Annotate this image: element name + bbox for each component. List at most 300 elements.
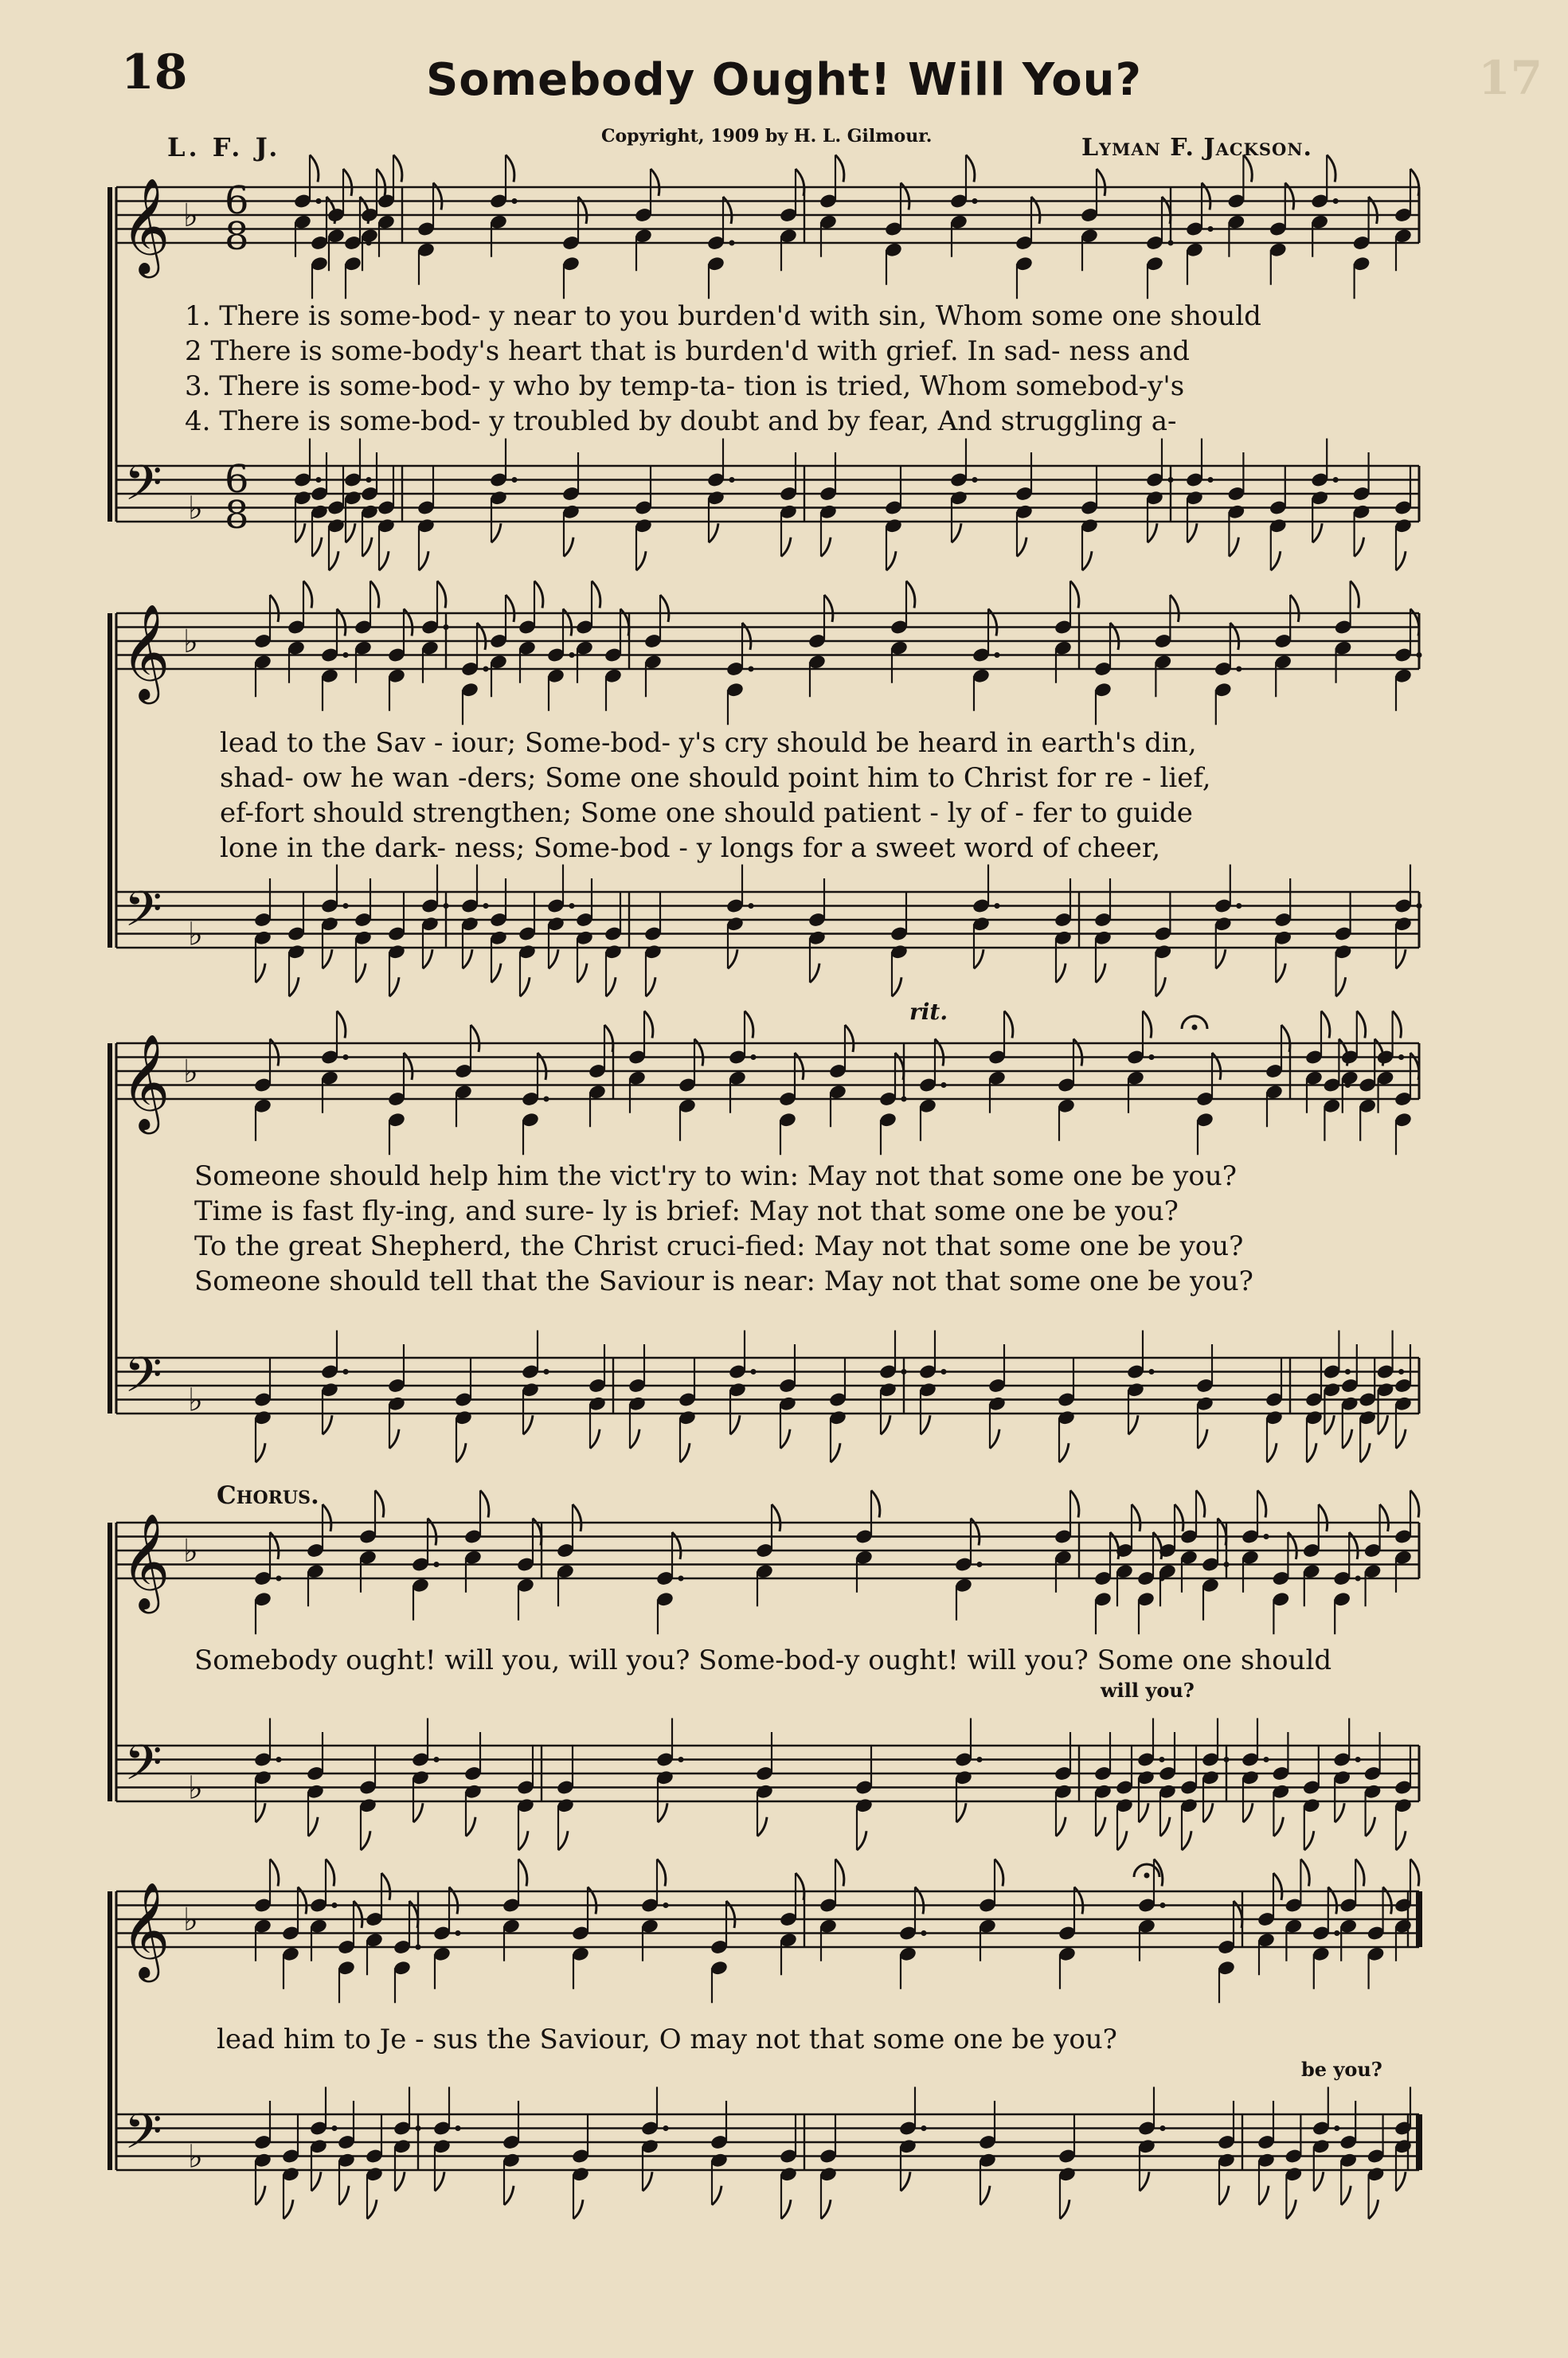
note-flag (1017, 538, 1026, 557)
note-flag (456, 1443, 466, 1462)
dot (366, 477, 372, 483)
note-flag (1059, 1443, 1069, 1462)
note-flag (463, 949, 472, 968)
note-flag (651, 169, 659, 196)
note-flag (1319, 1504, 1328, 1531)
note-flag (781, 2200, 791, 2219)
note-flag (1132, 1504, 1140, 1531)
dot (1264, 1534, 1269, 1539)
note-flag (256, 2186, 265, 2205)
note-flag (886, 551, 896, 570)
note-flag (1170, 595, 1179, 622)
note-flag (780, 1429, 790, 1449)
note-flag (518, 1859, 527, 1887)
note-flag (1271, 551, 1281, 570)
note-flag (377, 169, 385, 196)
bass-clef-icon: 𝄢 (124, 1347, 162, 1416)
dot (1345, 1369, 1351, 1375)
note-flag (1257, 1491, 1266, 1518)
note-flag (835, 155, 844, 182)
note-flag (1335, 1803, 1344, 1822)
flat-key-signature-icon: ♭ (188, 2138, 203, 2176)
note-flag (1128, 1415, 1138, 1434)
note-flag (606, 977, 616, 996)
note-flag (680, 1443, 690, 1462)
time-signature-denominator: 8 (225, 214, 249, 259)
note-flag (1304, 1831, 1314, 1850)
note-flag (1140, 2172, 1149, 2191)
hymn-title: Somebody Ought! Will You? (425, 54, 1143, 106)
note-flag (1096, 964, 1105, 983)
note-flag (491, 523, 501, 542)
note-flag (824, 595, 833, 622)
note-flag (356, 964, 366, 983)
note-flag (1004, 1011, 1013, 1038)
note-flag (395, 2172, 405, 2191)
note-flag (1336, 977, 1346, 996)
note-flag (1355, 1859, 1364, 1887)
treble-clef-icon: 𝄞 (121, 1512, 170, 1609)
note-flag (1060, 2200, 1069, 2219)
note-flag (1219, 2186, 1229, 2205)
lyric-s2-verse4: lone in the dark- ness; Some-bod - y longs for a sweet word of cheer, (220, 832, 1161, 864)
lyric-chorus-line2: lead him to Je - sus the Saviour, O may not that some one be you? (217, 2024, 1117, 2055)
note-flag (730, 1415, 740, 1434)
note-flag (549, 949, 558, 968)
time-signature-denominator: 8 (225, 493, 249, 538)
note-flag (1243, 1803, 1253, 1822)
note-flag (871, 1491, 880, 1518)
note-flag (1410, 1859, 1419, 1887)
dot (921, 1930, 927, 1936)
note-flag (952, 523, 961, 542)
bass-clef-icon: 𝄢 (124, 455, 162, 524)
treble-clef-icon: 𝄞 (121, 1033, 170, 1130)
dot (663, 2125, 669, 2131)
note-flag (1117, 1831, 1127, 1850)
dot (1334, 2125, 1339, 2131)
dot (1417, 1902, 1422, 1908)
note-flag (1327, 155, 1335, 182)
dot (1224, 1562, 1230, 1567)
note-flag (1056, 1817, 1066, 1836)
note-flag (437, 581, 446, 608)
note-flag (1143, 1011, 1152, 1038)
note-flag (323, 1415, 332, 1434)
echo-will-you: will you? (1101, 1679, 1195, 1702)
lyric-s3-verse1: Someone should help him the vict'ry to win: May not that some one be you? (194, 1160, 1237, 1192)
dot (1333, 198, 1339, 204)
dot (751, 1369, 757, 1375)
lyric-s1-verse4: 4. There is some-bod- y troubled by doubt and by fear, And struggling a- (185, 405, 1177, 437)
note-flag (1281, 1025, 1290, 1052)
note-flag (1396, 1831, 1406, 1850)
note-flag (845, 1025, 854, 1052)
echo-be-you: be you? (1301, 2058, 1382, 2081)
note-flag (1198, 1429, 1207, 1449)
note-flag (389, 1429, 399, 1449)
note-flag (504, 2186, 514, 2205)
bass-clef-icon: 𝄢 (124, 1734, 162, 1804)
note-flag (658, 1803, 667, 1822)
treble-clef-icon: 𝄞 (121, 1881, 170, 1978)
fermata-dot (1192, 1025, 1198, 1030)
note-flag (381, 1873, 390, 1900)
dot (1236, 903, 1241, 909)
dot (749, 667, 754, 672)
note-flag (712, 2186, 721, 2205)
dot (332, 1902, 338, 1908)
note-flag (831, 1443, 840, 1462)
note-flag (906, 581, 915, 608)
dot (1149, 1054, 1155, 1060)
note-flag (520, 977, 530, 996)
note-flag (1410, 169, 1419, 196)
copyright-notice: Copyright, 1909 by H. L. Gilmour. (601, 126, 933, 147)
dot (316, 477, 322, 483)
note-flag (339, 2186, 349, 2205)
note-flag (379, 551, 389, 570)
note-flag (995, 1859, 1003, 1887)
note-flag (901, 2172, 910, 2191)
note-flag (389, 977, 399, 996)
note-flag (362, 538, 372, 557)
dot (1417, 2125, 1422, 2131)
note-flag (1070, 1491, 1079, 1518)
note-flag (966, 155, 975, 182)
bass-clef-icon: 𝄢 (124, 881, 162, 950)
dot (1236, 667, 1241, 672)
dot (456, 2125, 461, 2131)
lyricist-initials: L. F. J. (167, 132, 281, 162)
note-flag (1276, 964, 1285, 983)
note-flag (523, 1415, 533, 1434)
note-flag (709, 523, 718, 542)
dot (1417, 652, 1422, 658)
dot (544, 1369, 549, 1375)
note-flag (892, 977, 901, 996)
note-flag (323, 1504, 331, 1531)
note-flag (323, 949, 332, 968)
note-flag (573, 2200, 583, 2219)
note-flag (491, 964, 501, 983)
note-flag (857, 1831, 866, 1850)
dot (1208, 226, 1214, 232)
note-flag (1314, 2172, 1324, 2191)
note-flag (636, 551, 646, 570)
note-flag (573, 1504, 581, 1531)
dot (921, 2125, 927, 2131)
note-flag (821, 2200, 831, 2219)
note-flag (772, 1504, 780, 1531)
page-number: 18 (121, 45, 188, 100)
note-flag (1155, 977, 1165, 996)
lyric-s1-verse1: 1. There is some-bod- y near to you burden'd with sin, Whom some one should (185, 300, 1261, 332)
note-flag (1341, 2186, 1351, 2205)
note-flag (1378, 1415, 1388, 1434)
flat-key-signature-icon: ♭ (188, 1769, 203, 1807)
dot (444, 903, 449, 909)
note-flag (757, 1817, 767, 1836)
note-flag (980, 2186, 990, 2205)
lyric-s1-verse3: 3. There is some-bod- y who by temp-ta- tion is tried, Whom somebod-y's (185, 370, 1185, 402)
note-flag (375, 1491, 384, 1518)
note-flag (1366, 1817, 1375, 1836)
note-flag (1357, 1011, 1366, 1038)
note-flag (558, 1831, 568, 1850)
note-flag (308, 1817, 318, 1836)
composer-name: Lyman F. Jackson. (1081, 134, 1312, 162)
note-flag (310, 155, 319, 182)
note-flag (289, 977, 299, 996)
note-flag (1355, 538, 1364, 557)
note-flag (270, 595, 279, 622)
dot (434, 1562, 440, 1567)
note-flag (1273, 1873, 1282, 1900)
note-flag (781, 538, 791, 557)
dot (1168, 477, 1174, 483)
note-flag (480, 1491, 489, 1518)
dot (678, 1576, 684, 1582)
dot (569, 652, 575, 658)
note-flag (1300, 1859, 1309, 1887)
dot (276, 1576, 282, 1582)
dot (1334, 1930, 1339, 1936)
dot (1398, 1054, 1404, 1060)
note-flag (518, 1831, 528, 1850)
note-flag (1396, 2172, 1406, 2191)
dot (276, 1757, 282, 1762)
note-flag (921, 1415, 930, 1434)
note-flag (1396, 551, 1406, 570)
time-signature-numerator: 6 (225, 457, 249, 502)
note-flag (728, 949, 737, 968)
note-flag (745, 1011, 753, 1038)
note-flag (1360, 1443, 1370, 1462)
note-flag (644, 1011, 653, 1038)
dot (995, 903, 1000, 909)
note-flag (1267, 1443, 1277, 1462)
note-flag (1229, 538, 1238, 557)
dot (1149, 1369, 1155, 1375)
dot (901, 1369, 907, 1375)
dot (1224, 1757, 1230, 1762)
dot (972, 198, 978, 204)
dot (941, 1082, 947, 1088)
note-flag (466, 1817, 475, 1836)
dot (1398, 1369, 1404, 1375)
note-flag (1160, 1817, 1170, 1836)
note-flag (1396, 949, 1406, 968)
note-flag (283, 2200, 293, 2219)
dot (1264, 1757, 1269, 1762)
lyric-s3-verse2: Time is fast fly-ing, and sure- ly is brief: May not that some one be you? (194, 1195, 1179, 1227)
treble-clef-icon: 𝄞 (121, 177, 170, 274)
dot (1355, 1576, 1361, 1582)
note-flag (643, 2172, 652, 2191)
note-flag (1273, 1817, 1283, 1836)
note-flag (256, 964, 265, 983)
note-flag (881, 1415, 890, 1434)
dot (544, 1097, 549, 1102)
dot (1355, 1757, 1361, 1762)
time-signature-numerator: 6 (225, 178, 249, 223)
lyric-s2-verse3: ef-fort should strengthen; Some one should patient - ly of - fer to guide (220, 797, 1193, 829)
dot (416, 1945, 421, 1950)
dot (749, 903, 754, 909)
lyric-s1-verse2: 2 There is some-body's heart that is burden'd with grief. In sad- ness and (185, 335, 1191, 367)
note-flag (592, 581, 600, 608)
note-flag (471, 1025, 479, 1052)
dot (416, 2125, 421, 2131)
note-flag (413, 1803, 423, 1822)
chorus-label: Chorus. (217, 1481, 319, 1510)
note-flag (1056, 964, 1066, 983)
note-flag (1096, 1817, 1105, 1836)
dot (332, 2125, 338, 2131)
dot (1168, 240, 1174, 246)
dot (343, 1369, 349, 1375)
dot (434, 1757, 440, 1762)
note-flag (1307, 1443, 1316, 1462)
note-flag (1148, 523, 1157, 542)
note-flag (1175, 1504, 1183, 1531)
note-flag (796, 1873, 804, 1900)
note-flag (646, 977, 655, 996)
note-flag (660, 595, 669, 622)
note-flag (329, 551, 338, 570)
dot (456, 1930, 461, 1936)
dot (483, 903, 489, 909)
bleed-through-page-number: 17 (1478, 51, 1543, 105)
note-flag (1187, 523, 1197, 542)
dot (1160, 1902, 1166, 1908)
ritardando-mark: rit. (909, 999, 948, 1025)
lyric-s3-verse4: Someone should tell that the Saviour is near: May not that some one be you? (194, 1265, 1253, 1297)
note-flag (256, 1443, 265, 1462)
note-flag (423, 949, 432, 968)
dot (663, 1902, 669, 1908)
note-flag (367, 2200, 377, 2219)
dot (1417, 903, 1422, 909)
note-flag (1369, 2200, 1378, 2219)
note-flag (1396, 1429, 1406, 1449)
note-flag (810, 964, 819, 983)
dot (901, 1097, 907, 1102)
note-flag (564, 538, 573, 557)
note-flag (1203, 1803, 1213, 1822)
note-flag (956, 1803, 966, 1822)
note-flag (1082, 551, 1092, 570)
note-flag (630, 1429, 639, 1449)
note-flag (796, 169, 804, 196)
note-flag (435, 2172, 444, 2191)
note-flag (295, 523, 305, 542)
note-flag (1243, 155, 1252, 182)
flat-key-signature-icon: ♭ (183, 624, 198, 660)
lyric-s3-verse3: To the great Shepherd, the Christ cruci-fied: May not that some one be you? (194, 1230, 1244, 1262)
dot (512, 198, 518, 204)
note-flag (370, 581, 379, 608)
flat-key-signature-icon: ♭ (188, 916, 203, 953)
note-flag (506, 155, 514, 182)
note-flag (419, 551, 428, 570)
dot (316, 198, 322, 204)
note-flag (1351, 581, 1359, 608)
note-flag (1139, 1803, 1148, 1822)
note-flag (577, 964, 587, 983)
note-flag (311, 2172, 321, 2191)
lyric-chorus-line1: Somebody ought! will you, will you? Some-bod-y ought! will you? Some one should (194, 1644, 1332, 1676)
note-flag (326, 1859, 334, 1887)
note-flag (1182, 1831, 1191, 1850)
flat-key-signature-icon: ♭ (183, 1533, 198, 1570)
dot (729, 477, 735, 483)
note-flag (1321, 1011, 1330, 1038)
flat-key-signature-icon: ♭ (183, 1902, 198, 1938)
note-flag (1070, 581, 1079, 608)
note-flag (312, 538, 322, 557)
note-flag (835, 1859, 844, 1887)
dot (941, 1369, 947, 1375)
note-flag (604, 1025, 613, 1052)
note-flag (303, 581, 312, 608)
note-flag (1393, 1011, 1402, 1038)
note-flag (1097, 169, 1105, 196)
note-flag (1196, 1491, 1205, 1518)
dot (569, 903, 575, 909)
note-flag (534, 581, 543, 608)
note-flag (657, 1859, 666, 1887)
treble-clef-icon: 𝄞 (121, 603, 170, 700)
note-flag (1216, 949, 1226, 968)
note-flag (361, 1831, 370, 1850)
dot (1160, 2125, 1166, 2131)
note-flag (1380, 1504, 1389, 1531)
flat-key-signature-icon: ♭ (188, 1382, 203, 1419)
dot (995, 652, 1000, 658)
dot (977, 1757, 983, 1762)
flat-key-signature-icon: ♭ (188, 490, 203, 527)
note-flag (1259, 2186, 1269, 2205)
lyric-s2-verse2: shad- ow he wan -ders; Some one should point him to Christ for re - lief, (220, 762, 1211, 794)
note-flag (256, 1803, 265, 1822)
note-flag (393, 155, 402, 182)
dot (1159, 1757, 1165, 1762)
note-flag (974, 949, 983, 968)
note-flag (990, 1429, 999, 1449)
bass-clef-icon: 𝄢 (124, 2103, 162, 2172)
note-flag (1290, 595, 1299, 622)
dot (678, 1757, 684, 1762)
note-flag (1286, 2200, 1296, 2219)
note-flag (1312, 523, 1322, 542)
dot (512, 477, 518, 483)
dot (977, 1562, 983, 1567)
dot (343, 903, 349, 909)
note-flag (346, 523, 355, 542)
dot (1333, 477, 1339, 483)
lyric-s2-verse1: lead to the Sav - iour; Some-bod- y's cry should be heard in earth's din, (220, 727, 1197, 759)
dot (343, 1054, 349, 1060)
note-flag (337, 1011, 346, 1038)
note-flag (821, 538, 831, 557)
note-flag (343, 169, 352, 196)
dot (343, 652, 349, 658)
note-flag (506, 595, 514, 622)
flat-key-signature-icon: ♭ (183, 1054, 198, 1090)
note-flag (1324, 1415, 1334, 1434)
